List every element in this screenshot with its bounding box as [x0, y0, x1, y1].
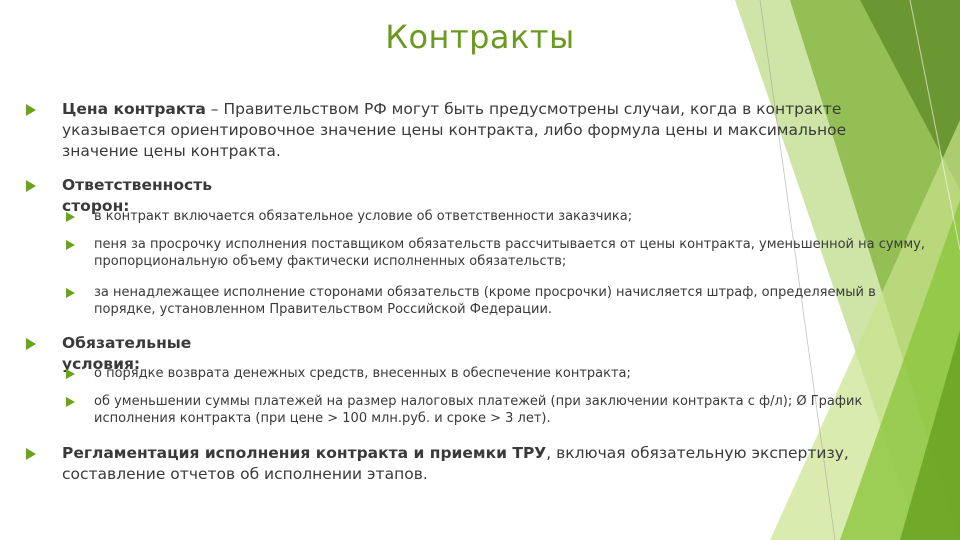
item-lead: Цена контракта [62, 100, 206, 118]
sub-list-item: в контракт включается обязательное условие об ответственности заказчика; [94, 209, 633, 224]
sub-bullet-arrow-icon [66, 240, 75, 250]
sub-bullet-arrow-icon [66, 212, 75, 222]
sub-list-item: о порядке возврата денежных средств, внесенных в обеспечение контракта; [94, 366, 631, 381]
sub-list-item: за ненадлежащее исполнение сторонами обязательств (кроме просрочки) начисляется штраф, определяемый в порядке, установленном Правительством Российской Федерации. [94, 285, 876, 317]
list-item [62, 443, 862, 485]
bullet-arrow-icon [26, 104, 36, 116]
item-text: – Правительством РФ могут быть предусмотрены случаи, когда в контракте указывается ориентировочное значение цены контракта, либо формула цены и максимальное значение цены контракта. [62, 100, 847, 160]
page-title: Контракты [385, 18, 575, 56]
item-text: , включая обязательную экспертизу, составление отчетов об исполнении этапов. [62, 444, 849, 483]
bullet-arrow-icon [26, 338, 36, 350]
sub-bullet-arrow-icon [66, 397, 75, 407]
sub-bullet-arrow-icon [66, 369, 75, 379]
sub-bullet-arrow-icon [66, 288, 75, 298]
section-heading: Обязательные условия: [62, 334, 192, 373]
sub-list-item: об уменьшении суммы платежей на размер налоговых платежей (при заключении контракта с ф/л); Ø График исполнения контракта (при цене > 100 млн.руб. и сроке > 3 лет). [94, 394, 863, 426]
sub-list-item: пеня за просрочку исполнения поставщиком обязательств рассчитывается от цены контракта, уменьшенной на сумму, пропорциональную объему фактически исполненных обязательств; [94, 237, 925, 269]
bullet-arrow-icon [26, 180, 36, 192]
list-item [62, 99, 882, 162]
section-heading: Ответственность сторон: [62, 176, 212, 215]
item-lead: Регламентация исполнения контракта и приемки ТРУ [62, 444, 547, 462]
bullet-arrow-icon [26, 448, 36, 460]
